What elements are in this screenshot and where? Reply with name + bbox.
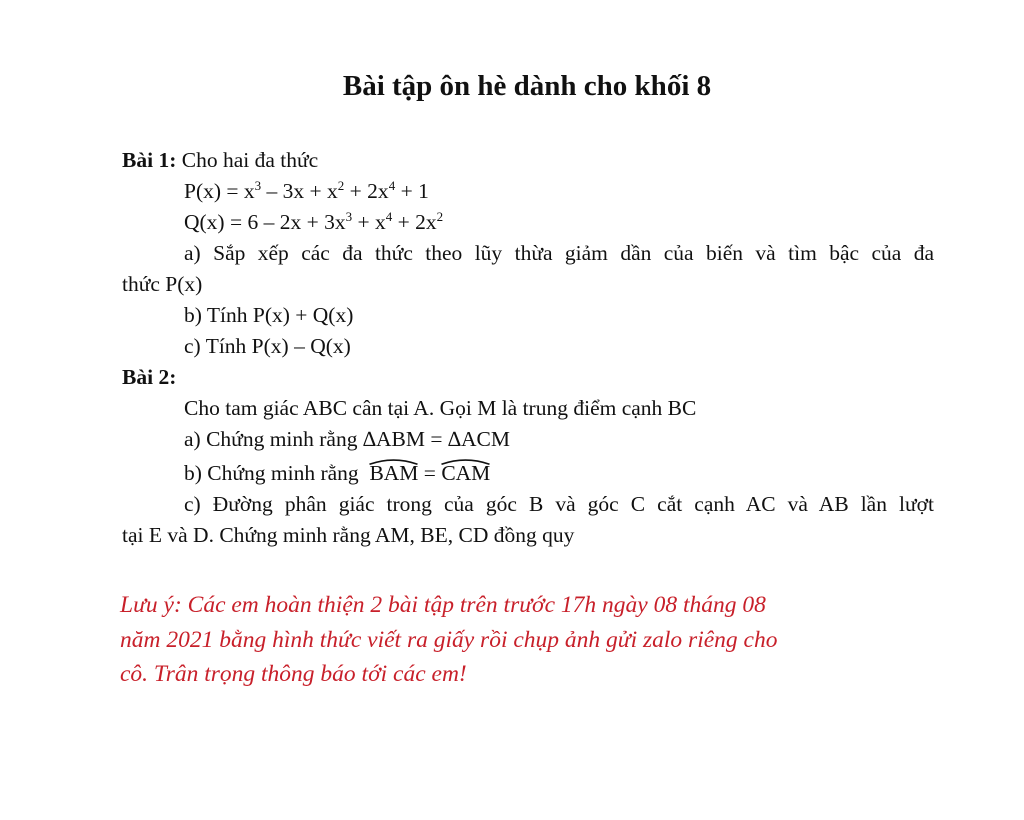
q-exp-1: 3 [345,209,353,224]
bai2-label: Bài 2: [122,365,177,389]
bai1-part-a-line1: a) Sắp xếp các đa thức theo lũy thừa giảm dần của biến và tìm bậc của đa [184,241,934,265]
p-exp-2: 2 [337,178,345,193]
note-line-3: cô. Trân trọng thông báo tới các em! [120,661,467,687]
deadline-note [120,588,910,692]
angle-arc-icon [369,458,418,465]
p-exp-1: 3 [254,178,262,193]
bai1-part-a-line2: thức P(x) [122,272,203,296]
bai2-part-c-line2: tại E và D. Chứng minh rằng AM, BE, CD đồng quy [122,523,575,547]
bai2-part-c-line1: c) Đường phân giác trong của góc B và góc C cắt cạnh AC và AB lần lượt [184,492,934,516]
angle-cam-text: CAM [441,461,491,485]
q-term-2: + x [352,210,386,234]
bai1-part-b: b) Tính P(x) + Q(x) [184,303,354,327]
q-term-3: + 2x [392,210,437,234]
polynomial-p [122,176,934,207]
p-term-4: + 1 [395,179,429,203]
note-line-1: Lưu ý: Các em hoàn thiện 2 bài tập trên trước 17h ngày 08 tháng 08 [120,592,766,618]
q-exp-3: 2 [436,209,444,224]
q-term-1: Q(x) = 6 – 2x + 3x [184,210,346,234]
bai1-part-c: c) Tính P(x) – Q(x) [184,334,351,358]
p-term-3: + 2x [344,179,389,203]
p-exp-3: 4 [388,178,396,193]
bai2-part-b [122,455,934,489]
bai1-heading [122,145,934,176]
exercise-content [122,145,934,551]
q-exp-2: 4 [385,209,393,224]
angle-bam [369,463,418,483]
bai1-intro: Cho hai đa thức [176,148,319,172]
angle-cam [441,463,490,483]
note-line-2: năm 2021 bằng hình thức viết ra giấy rồi chụp ảnh gửi zalo riêng cho [120,626,778,653]
angle-arc-icon [441,458,490,465]
angle-equals: = [418,461,442,485]
bai2-intro: Cho tam giác ABC cân tại A. Gọi M là trung điểm cạnh BC [184,396,697,420]
page-title: Bài tập ôn hè dành cho khối 8 [342,70,712,102]
p-term-2: – 3x + x [261,179,338,203]
polynomial-q [122,207,934,238]
bai2-part-b-prefix: b) Chứng minh rằng [184,461,359,485]
bai2-part-a: a) Chứng minh rằng ∆ABM = ∆ACM [184,427,510,451]
bai1-label: Bài 1: [122,148,177,172]
p-term-1: P(x) = x [184,179,255,203]
angle-bam-text: BAM [369,461,419,485]
